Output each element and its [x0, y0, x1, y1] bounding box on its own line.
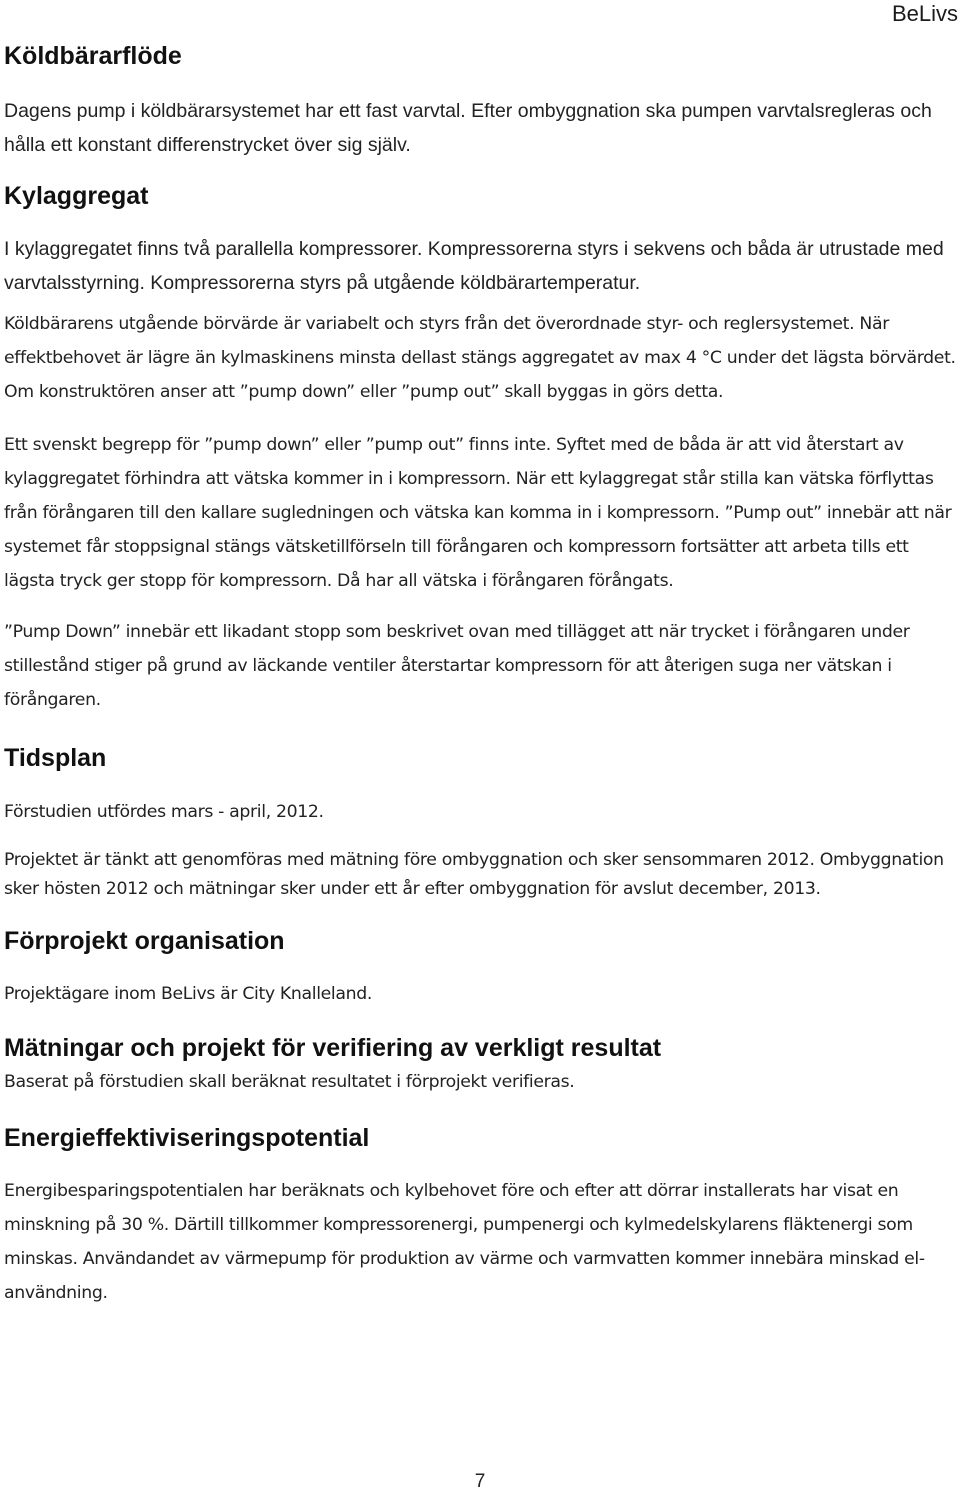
heading-koldbararflode: Köldbärarflöde — [4, 42, 182, 70]
paragraph-kylaggregat: I kylaggregatet finns två parallella kompressorer. Kompressorerna styrs i sekvens och båda är utrustade med varvtalsstyrning. Kompressorerna styrs på utgående köldbärartemperatur. — [4, 238, 944, 294]
paragraph-forprojekt: Projektägare inom BeLivs är City Knalleland. — [4, 983, 372, 1004]
heading-forprojekt: Förprojekt organisation — [4, 926, 285, 955]
heading-tidsplan: Tidsplan — [4, 743, 107, 772]
heading-kylaggregat: Kylaggregat — [4, 182, 149, 210]
document-body — [4, 0, 956, 1310]
paragraph-kylaggregat-body-2: Ett svenskt begrepp för ”pump down” eller ”pump out” finns inte. Syftet med de båda är att vid återstart av kylaggregatet förhindra att vätska kommer in i kompressorn. När ett kylaggregat står stilla kan vätska förflyttas från förångaren till den kallare sugledningen och vätska kan komma in i kompressorn. ”Pump out” innebär att när systemet får stoppsignal stängs vätsketillförseln till förångaren och kompressorn fortsätter att arbeta tills ett lägsta tryck ger stopp för kompressorn. Då har all vätska i förångaren förångats. — [4, 435, 952, 591]
paragraph-kylaggregat-body-3: ”Pump Down” innebär ett likadant stopp som beskrivet ovan med tillägget att när trycket i förångaren under stillestånd stiger på grund av läckande ventiler återstartar kompressorn för att återigen suga ner vätskan i förångaren. — [4, 622, 910, 710]
paragraph-tidsplan-1: Förstudien utfördes mars - april, 2012. — [4, 801, 324, 822]
heading-energi: Energieffektiviseringspotential — [4, 1124, 370, 1153]
page-number: 7 — [474, 1471, 486, 1492]
paragraph-matningar: Baserat på förstudien skall beräknat resultatet i förprojekt verifieras. — [4, 1072, 575, 1093]
paragraph-kylaggregat-body-1: Köldbärarens utgående börvärde är variabelt och styrs från det överordnade styr- och reglersystemet. När effektbehovet är lägre än kylmaskinens minsta dellast stängs aggregatet av max 4 °C under det lägsta börvärdet. Om konstruktören anser att ”pump down” eller ”pump out” skall byggas in görs detta. — [4, 314, 956, 402]
heading-matningar: Mätningar och projekt för verifiering av verkligt resultat — [4, 1034, 662, 1063]
paragraph-tidsplan-2: Projektet är tänkt att genomföras med mätning före ombyggnation och sker sensommaren 2012. Ombyggnation sker hösten 2012 och mätningar sker under ett år efter ombyggnation för avslut december, 2013. — [4, 849, 944, 900]
paragraph-koldbararflode: Dagens pump i köldbärarsystemet har ett fast varvtal. Efter ombyggnation ska pumpen varvtalsregleras och hålla ett konstant differenstrycket över sig själv. — [4, 100, 932, 156]
paragraph-energi: Energibesparingspotentialen har beräknats och kylbehovet före och efter att dörrar installerats har visat en minskning på 30 %. Därtill tillkommer kompressorenergi, pumpenergi och kylmedelskylarens fläktenergi som minskas. Användandet av värmepump för produktion av värme och varmvatten kommer innebära minskad el-användning. — [4, 1181, 925, 1303]
header-brand: BeLivs — [891, 1, 958, 26]
